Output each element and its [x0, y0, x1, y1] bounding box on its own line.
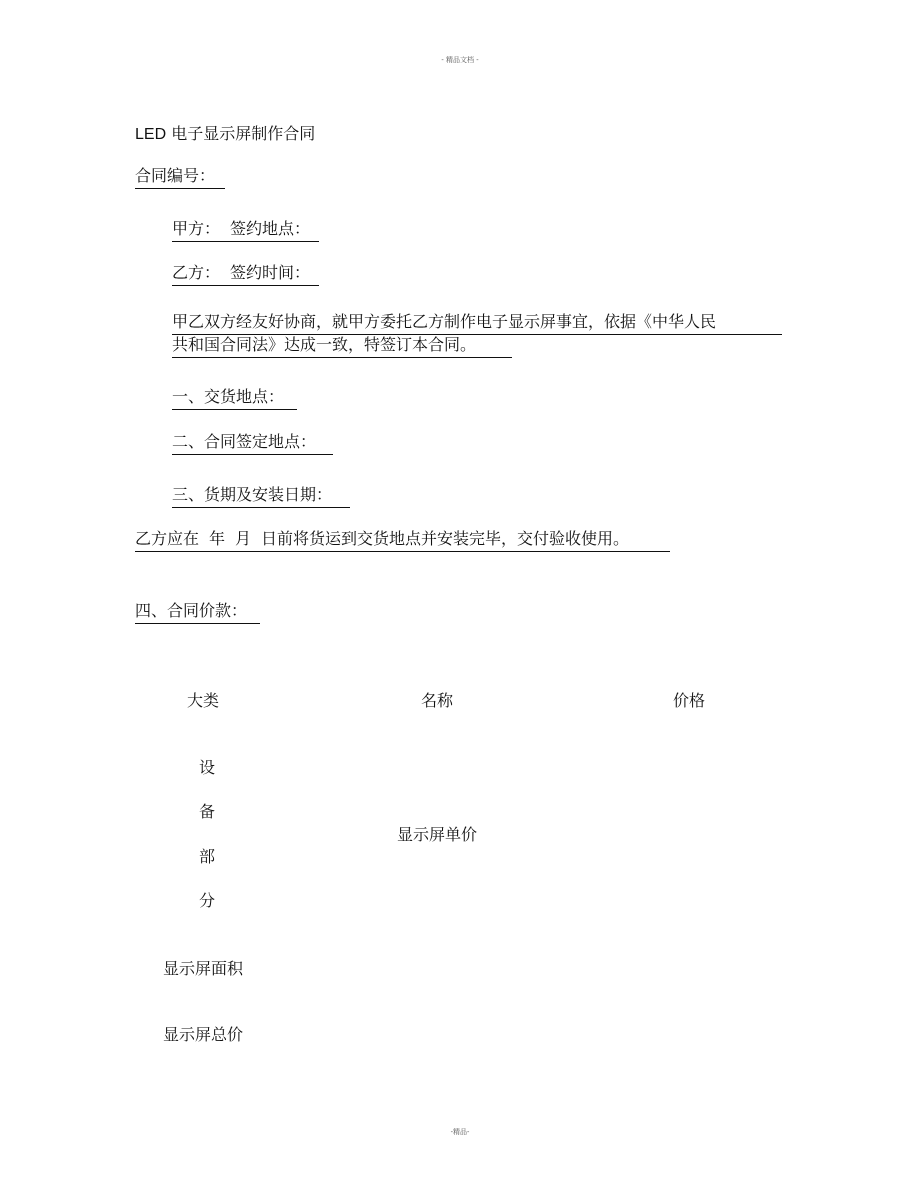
category-char: 分 — [199, 891, 216, 910]
title-latin: LED — [135, 126, 167, 143]
signing-time-label: 签约时间： — [230, 263, 311, 282]
category-char: 设 — [199, 758, 216, 777]
signing-place-label: 签约地点： — [230, 219, 311, 238]
category-char: 部 — [199, 847, 216, 866]
clause-delivery-place: 一、交货地点： — [172, 387, 297, 410]
item-total: 显示屏总价 — [163, 1025, 244, 1044]
delivery-year: 年 — [209, 529, 226, 548]
delivery-suffix: 日前将货运到交货地点并安装完毕，交付验收使用。 — [261, 529, 630, 548]
delivery-month: 月 — [235, 529, 252, 548]
item-area: 显示屏面积 — [163, 959, 244, 978]
document-title — [135, 121, 315, 144]
item-unit-price: 显示屏单价 — [397, 825, 478, 844]
contract-number-label: 合同编号： — [135, 166, 225, 189]
page-footer: -精品- — [450, 1128, 470, 1136]
table-header-price: 价格 — [673, 691, 706, 710]
delivery-sentence — [135, 529, 670, 552]
clause-delivery-date: 三、货期及安装日期： — [172, 485, 350, 508]
table-header-category: 大类 — [187, 691, 220, 710]
price-section-heading: 四、合同价款： — [135, 601, 260, 624]
contract-number — [135, 166, 225, 189]
delivery-prefix: 乙方应在 — [135, 529, 200, 548]
party-a-line — [172, 219, 319, 242]
category-char: 备 — [199, 802, 216, 821]
title-text: 电子显示屏制作合同 — [171, 124, 316, 143]
party-b-line — [172, 263, 319, 286]
party-b-label: 乙方： — [172, 263, 221, 282]
page-header: - 精品文档 - — [441, 56, 479, 64]
party-a-label: 甲方： — [172, 219, 221, 238]
intro-line-2: 共和国合同法》达成一致，特签订本合同。 — [172, 335, 512, 358]
table-header-name: 名称 — [421, 691, 454, 710]
clause-signing-place: 二、合同签定地点： — [172, 432, 333, 455]
intro-line-1: 甲乙双方经友好协商，就甲方委托乙方制作电子显示屏事宜，依据《中华人民 — [172, 312, 782, 335]
